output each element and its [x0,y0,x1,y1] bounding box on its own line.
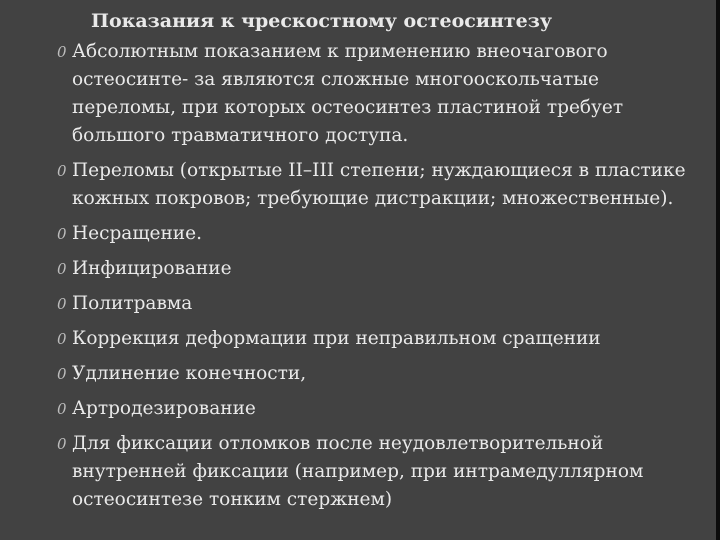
indications-list [0,38,716,521]
bullet-marker: 0 [57,260,67,278]
list-item [0,255,716,283]
list-item-text: Переломы (открытые II–III степени; нуждающиеся в пластике кожных покровов; требующие дистракции; множественные). [72,160,686,209]
bullet-marker: 0 [57,43,67,61]
list-item-text: Несращение. [72,223,202,244]
list-item [0,290,716,318]
list-item-text: Абсолютным показанием к применению внеочагового остеосинте- за являются сложные многооскольчатые переломы, при которых остеосинтез пластиной требует большого травматичного доступа. [72,41,624,146]
list-item [0,220,716,248]
list-item [0,395,716,423]
list-item [0,38,716,150]
slide-title: Показания к чрескостному остеосинтезу [91,10,553,32]
bullet-marker: 0 [57,225,67,243]
list-item [0,430,716,514]
list-item-text: Коррекция деформации при неправильном сращении [72,328,601,349]
list-item-text: Инфицирование [72,258,232,279]
list-item-text: Для фиксации отломков после неудовлетворительной внутренней фиксации (например, при интрамедуллярном остеосинтезе тонким стержнем) [72,433,644,510]
bullet-marker: 0 [57,435,67,453]
bullet-marker: 0 [57,330,67,348]
bullet-marker: 0 [57,162,67,180]
slide-edge [716,0,720,540]
bullet-marker: 0 [57,295,67,313]
list-item-text: Артродезирование [72,398,256,419]
list-item [0,325,716,353]
bullet-marker: 0 [57,400,67,418]
list-item [0,157,716,213]
bullet-marker: 0 [57,365,67,383]
list-item-text: Политравма [72,293,193,314]
list-item-text: Удлинение конечности, [72,363,307,384]
list-item [0,360,716,388]
